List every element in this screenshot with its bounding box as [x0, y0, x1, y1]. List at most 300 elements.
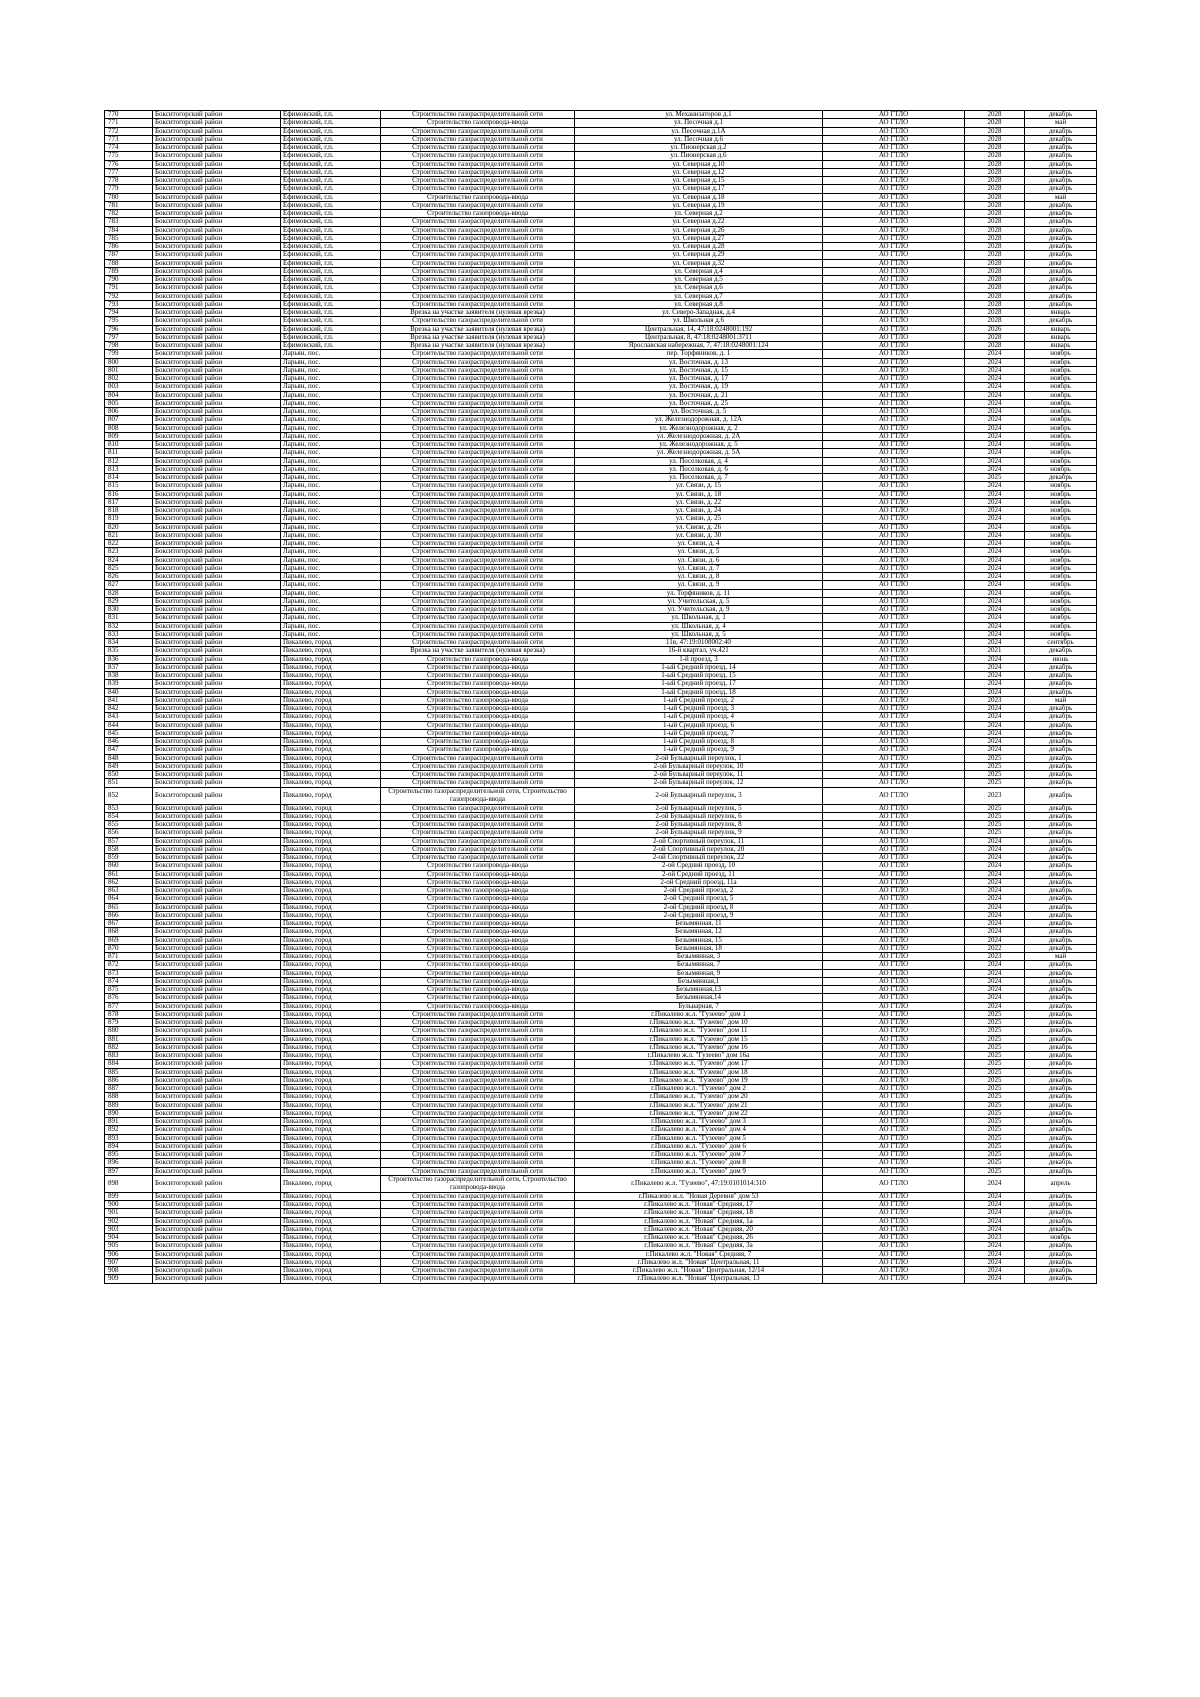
- year-cell: 2025: [965, 474, 1025, 482]
- district-cell: Бокситогорский район: [153, 1002, 281, 1010]
- month-cell: декабрь: [1025, 1035, 1097, 1043]
- work-type-cell: Строительство газопровода-ввода: [381, 969, 575, 977]
- table-row: [105, 564, 1097, 572]
- year-cell: 2025: [965, 1052, 1025, 1060]
- table-row: [105, 441, 1097, 449]
- settlement-cell: Пикалево, город: [281, 977, 381, 985]
- year-cell: 2028: [965, 317, 1025, 325]
- table-row: [105, 1225, 1097, 1233]
- year-cell: 2028: [965, 234, 1025, 242]
- district-cell: Бокситогорский район: [153, 218, 281, 226]
- settlement-cell: Пикалево, город: [281, 1175, 381, 1192]
- settlement-cell: Пикалево, город: [281, 1225, 381, 1233]
- settlement-cell: Пикалево, город: [281, 1217, 381, 1225]
- settlement-cell: Ефимовский, г.п.: [281, 251, 381, 259]
- district-cell: Бокситогорский район: [153, 1118, 281, 1126]
- address-cell: г.Пикалево ж.л. "Гузеево" дом 16а: [575, 1052, 823, 1060]
- address-cell: 2-ой Бульварный переулок, 10: [575, 762, 823, 770]
- settlement-cell: Ефимовский, г.п.: [281, 226, 381, 234]
- district-cell: Бокситогорский район: [153, 474, 281, 482]
- row-number-cell: 904: [105, 1234, 153, 1242]
- organization-cell: АО ГТЛО: [823, 556, 965, 564]
- organization-cell: АО ГТЛО: [823, 1101, 965, 1109]
- address-cell: ул. Связи, д. 7: [575, 564, 823, 572]
- month-cell: декабрь: [1025, 862, 1097, 870]
- row-number-cell: 894: [105, 1142, 153, 1150]
- address-cell: 2-ой Спортивный переулок, 20: [575, 845, 823, 853]
- month-cell: ноябрь: [1025, 540, 1097, 548]
- row-number-cell: 858: [105, 845, 153, 853]
- organization-cell: АО ГТЛО: [823, 1060, 965, 1068]
- month-cell: декабрь: [1025, 243, 1097, 251]
- settlement-cell: Пикалево, город: [281, 738, 381, 746]
- month-cell: декабрь: [1025, 895, 1097, 903]
- settlement-cell: Ларьян, пос.: [281, 482, 381, 490]
- row-number-cell: 830: [105, 606, 153, 614]
- month-cell: декабрь: [1025, 152, 1097, 160]
- row-number-cell: 861: [105, 870, 153, 878]
- address-cell: ул. Песочная д.6: [575, 135, 823, 143]
- work-type-cell: Строительство газораспределительной сети: [381, 1209, 575, 1217]
- row-number-cell: 779: [105, 185, 153, 193]
- organization-cell: АО ГТЛО: [823, 482, 965, 490]
- organization-cell: АО ГТЛО: [823, 507, 965, 515]
- settlement-cell: Пикалево, город: [281, 994, 381, 1002]
- settlement-cell: Ларьян, пос.: [281, 424, 381, 432]
- district-cell: Бокситогорский район: [153, 226, 281, 234]
- organization-cell: АО ГТЛО: [823, 1192, 965, 1200]
- month-cell: декабрь: [1025, 672, 1097, 680]
- table-row: [105, 1250, 1097, 1258]
- district-cell: Бокситогорский район: [153, 309, 281, 317]
- row-number-cell: 905: [105, 1242, 153, 1250]
- month-cell: декабрь: [1025, 1101, 1097, 1109]
- district-cell: Бокситогорский район: [153, 1068, 281, 1076]
- address-cell: 2-ой Средний проезд, 10: [575, 862, 823, 870]
- month-cell: ноябрь: [1025, 548, 1097, 556]
- address-cell: ул. Пионерская д.2: [575, 144, 823, 152]
- organization-cell: АО ГТЛО: [823, 911, 965, 919]
- year-cell: 2028: [965, 243, 1025, 251]
- table-row: [105, 829, 1097, 837]
- row-number-cell: 820: [105, 523, 153, 531]
- district-cell: Бокситогорский район: [153, 259, 281, 267]
- table-row: [105, 243, 1097, 251]
- organization-cell: АО ГТЛО: [823, 259, 965, 267]
- row-number-cell: 877: [105, 1002, 153, 1010]
- address-cell: ул. Северная д.8: [575, 300, 823, 308]
- work-type-cell: Строительство газопровода-ввода: [381, 887, 575, 895]
- settlement-cell: Пикалево, город: [281, 639, 381, 647]
- year-cell: 2028: [965, 168, 1025, 176]
- month-cell: декабрь: [1025, 1142, 1097, 1150]
- work-type-cell: Строительство газораспределительной сети: [381, 1060, 575, 1068]
- year-cell: 2028: [965, 284, 1025, 292]
- settlement-cell: Пикалево, город: [281, 961, 381, 969]
- address-cell: г.Пикалево ж.л. "Гузеево" дом 20: [575, 1093, 823, 1101]
- organization-cell: АО ГТЛО: [823, 441, 965, 449]
- work-type-cell: Строительство газопровода-ввода: [381, 953, 575, 961]
- table-row: [105, 325, 1097, 333]
- organization-cell: АО ГТЛО: [823, 548, 965, 556]
- district-cell: Бокситогорский район: [153, 672, 281, 680]
- month-cell: декабрь: [1025, 1126, 1097, 1134]
- month-cell: ноябрь: [1025, 465, 1097, 473]
- row-number-cell: 783: [105, 218, 153, 226]
- work-type-cell: Строительство газораспределительной сети: [381, 284, 575, 292]
- address-cell: г.Пикалево ж.л. "Новая" Средняя, 7: [575, 1250, 823, 1258]
- month-cell: декабрь: [1025, 647, 1097, 655]
- year-cell: 2028: [965, 226, 1025, 234]
- district-cell: Бокситогорский район: [153, 589, 281, 597]
- table-row: [105, 713, 1097, 721]
- table-row: [105, 144, 1097, 152]
- year-cell: 2024: [965, 556, 1025, 564]
- organization-cell: АО ГТЛО: [823, 168, 965, 176]
- table-row: [105, 1267, 1097, 1275]
- row-number-cell: 791: [105, 284, 153, 292]
- year-cell: 2028: [965, 144, 1025, 152]
- row-number-cell: 846: [105, 738, 153, 746]
- settlement-cell: Пикалево, город: [281, 936, 381, 944]
- address-cell: 1-ый Средний проезд, 7: [575, 729, 823, 737]
- table-row: [105, 432, 1097, 440]
- work-type-cell: Строительство газораспределительной сети: [381, 482, 575, 490]
- work-type-cell: Строительство газопровода-ввода: [381, 705, 575, 713]
- address-cell: ул. Железнодорожная, д. 5: [575, 441, 823, 449]
- month-cell: ноябрь: [1025, 523, 1097, 531]
- month-cell: декабрь: [1025, 474, 1097, 482]
- district-cell: Бокситогорский район: [153, 1275, 281, 1283]
- work-type-cell: Строительство газопровода-ввода: [381, 680, 575, 688]
- settlement-cell: Ларьян, пос.: [281, 548, 381, 556]
- work-type-cell: Строительство газопровода-ввода: [381, 738, 575, 746]
- address-cell: 2-ой Бульварный переулок, 3: [575, 787, 823, 804]
- address-cell: г.Пикалево ж.л. "Гузеево" дом 6: [575, 1142, 823, 1150]
- address-cell: г.Пикалево ж.л. "Гузеево" дом 11: [575, 1027, 823, 1035]
- address-cell: 2-ой Бульварный переулок, 6: [575, 812, 823, 820]
- settlement-cell: Ларьян, пос.: [281, 358, 381, 366]
- organization-cell: АО ГТЛО: [823, 821, 965, 829]
- work-type-cell: Строительство газораспределительной сети: [381, 1167, 575, 1175]
- table-row: [105, 1076, 1097, 1084]
- work-type-cell: Строительство газораспределительной сети, Строительство газопровода-ввода: [381, 1175, 575, 1192]
- table-row: [105, 1043, 1097, 1051]
- month-cell: декабрь: [1025, 920, 1097, 928]
- month-cell: декабрь: [1025, 854, 1097, 862]
- settlement-cell: Ефимовский, г.п.: [281, 111, 381, 119]
- row-number-cell: 822: [105, 540, 153, 548]
- work-type-cell: Строительство газораспределительной сети: [381, 424, 575, 432]
- address-cell: ул. Школьная д.6: [575, 317, 823, 325]
- district-cell: Бокситогорский район: [153, 903, 281, 911]
- address-cell: Бульварная, 7: [575, 1002, 823, 1010]
- year-cell: 2024: [965, 441, 1025, 449]
- table-row: [105, 1175, 1097, 1192]
- organization-cell: АО ГТЛО: [823, 622, 965, 630]
- settlement-cell: Ларьян, пос.: [281, 581, 381, 589]
- address-cell: г.Пикалево ж.л. "Гузеево" дом 16: [575, 1043, 823, 1051]
- work-type-cell: Строительство газораспределительной сети: [381, 1217, 575, 1225]
- address-cell: ул. Связи, д. 6: [575, 556, 823, 564]
- address-cell: ул. Школьная, д. 1: [575, 614, 823, 622]
- month-cell: декабрь: [1025, 1209, 1097, 1217]
- table-row: [105, 119, 1097, 127]
- district-cell: Бокситогорский район: [153, 771, 281, 779]
- work-type-cell: Строительство газораспределительной сети: [381, 168, 575, 176]
- settlement-cell: Пикалево, город: [281, 1151, 381, 1159]
- row-number-cell: 874: [105, 977, 153, 985]
- work-type-cell: Врезка на участке заявителя (нулевая врезка): [381, 342, 575, 350]
- row-number-cell: 782: [105, 210, 153, 218]
- work-type-cell: Строительство газораспределительной сети: [381, 243, 575, 251]
- year-cell: 2025: [965, 1068, 1025, 1076]
- table-row: [105, 1151, 1097, 1159]
- district-cell: Бокситогорский район: [153, 1242, 281, 1250]
- month-cell: декабрь: [1025, 1052, 1097, 1060]
- year-cell: 2024: [965, 614, 1025, 622]
- district-cell: Бокситогорский район: [153, 1109, 281, 1117]
- table-row: [105, 218, 1097, 226]
- table-row: [105, 383, 1097, 391]
- district-cell: Бокситогорский район: [153, 614, 281, 622]
- settlement-cell: Ефимовский, г.п.: [281, 185, 381, 193]
- year-cell: 2024: [965, 1192, 1025, 1200]
- organization-cell: АО ГТЛО: [823, 672, 965, 680]
- work-type-cell: Строительство газораспределительной сети: [381, 639, 575, 647]
- year-cell: 2028: [965, 309, 1025, 317]
- district-cell: Бокситогорский район: [153, 854, 281, 862]
- month-cell: декабрь: [1025, 1019, 1097, 1027]
- district-cell: Бокситогорский район: [153, 911, 281, 919]
- district-cell: Бокситогорский район: [153, 986, 281, 994]
- settlement-cell: Ефимовский, г.п.: [281, 259, 381, 267]
- organization-cell: АО ГТЛО: [823, 936, 965, 944]
- row-number-cell: 880: [105, 1027, 153, 1035]
- work-type-cell: Строительство газопровода-ввода: [381, 193, 575, 201]
- year-cell: 2028: [965, 160, 1025, 168]
- organization-cell: АО ГТЛО: [823, 663, 965, 671]
- work-type-cell: Строительство газораспределительной сети: [381, 177, 575, 185]
- settlement-cell: Пикалево, город: [281, 911, 381, 919]
- settlement-cell: Ефимовский, г.п.: [281, 267, 381, 275]
- work-type-cell: Строительство газораспределительной сети: [381, 1201, 575, 1209]
- year-cell: 2023: [965, 696, 1025, 704]
- table-row: [105, 210, 1097, 218]
- settlement-cell: Пикалево, город: [281, 680, 381, 688]
- organization-cell: АО ГТЛО: [823, 738, 965, 746]
- settlement-cell: Пикалево, город: [281, 1027, 381, 1035]
- address-cell: ул. Учительская, д. 5: [575, 597, 823, 605]
- organization-cell: АО ГТЛО: [823, 515, 965, 523]
- month-cell: май: [1025, 696, 1097, 704]
- row-number-cell: 771: [105, 119, 153, 127]
- address-cell: ул. Северная д.15: [575, 177, 823, 185]
- district-cell: Бокситогорский район: [153, 705, 281, 713]
- district-cell: Бокситогорский район: [153, 556, 281, 564]
- organization-cell: АО ГТЛО: [823, 1250, 965, 1258]
- settlement-cell: Пикалево, город: [281, 862, 381, 870]
- year-cell: 2025: [965, 754, 1025, 762]
- work-type-cell: Строительство газораспределительной сети: [381, 399, 575, 407]
- settlement-cell: Пикалево, город: [281, 688, 381, 696]
- address-cell: 1-ый Средний проезд, 8: [575, 738, 823, 746]
- settlement-cell: Пикалево, город: [281, 837, 381, 845]
- address-cell: 11в, 47:19:0108002:40: [575, 639, 823, 647]
- organization-cell: АО ГТЛО: [823, 1035, 965, 1043]
- month-cell: ноябрь: [1025, 498, 1097, 506]
- settlement-cell: Ефимовский, г.п.: [281, 119, 381, 127]
- district-cell: Бокситогорский район: [153, 441, 281, 449]
- year-cell: 2024: [965, 540, 1025, 548]
- settlement-cell: Пикалево, город: [281, 1010, 381, 1018]
- address-cell: ул. Поселковая, д. 6: [575, 465, 823, 473]
- settlement-cell: Пикалево, город: [281, 655, 381, 663]
- month-cell: декабрь: [1025, 1076, 1097, 1084]
- month-cell: ноябрь: [1025, 490, 1097, 498]
- settlement-cell: Пикалево, город: [281, 1234, 381, 1242]
- year-cell: 2024: [965, 713, 1025, 721]
- work-type-cell: Строительство газопровода-ввода: [381, 895, 575, 903]
- work-type-cell: Строительство газораспределительной сети: [381, 779, 575, 787]
- organization-cell: АО ГТЛО: [823, 895, 965, 903]
- district-cell: Бокситогорский район: [153, 779, 281, 787]
- month-cell: декабрь: [1025, 251, 1097, 259]
- table-row: [105, 969, 1097, 977]
- row-number-cell: 837: [105, 663, 153, 671]
- settlement-cell: Ларьян, пос.: [281, 573, 381, 581]
- row-number-cell: 906: [105, 1250, 153, 1258]
- address-cell: ул. Северо-Западная, д.4: [575, 309, 823, 317]
- year-cell: 2025: [965, 1142, 1025, 1150]
- row-number-cell: 775: [105, 152, 153, 160]
- district-cell: Бокситогорский район: [153, 870, 281, 878]
- district-cell: Бокситогорский район: [153, 787, 281, 804]
- settlement-cell: Пикалево, город: [281, 804, 381, 812]
- table-row: [105, 1159, 1097, 1167]
- address-cell: ул. Связи, д. 25: [575, 515, 823, 523]
- district-cell: Бокситогорский район: [153, 1250, 281, 1258]
- row-number-cell: 850: [105, 771, 153, 779]
- month-cell: ноябрь: [1025, 383, 1097, 391]
- organization-cell: АО ГТЛО: [823, 1134, 965, 1142]
- organization-cell: АО ГТЛО: [823, 408, 965, 416]
- settlement-cell: Пикалево, город: [281, 1126, 381, 1134]
- row-number-cell: 784: [105, 226, 153, 234]
- organization-cell: АО ГТЛО: [823, 226, 965, 234]
- row-number-cell: 821: [105, 531, 153, 539]
- work-type-cell: Строительство газопровода-ввода: [381, 944, 575, 952]
- work-type-cell: Строительство газораспределительной сети: [381, 449, 575, 457]
- district-cell: Бокситогорский район: [153, 1134, 281, 1142]
- table-row: [105, 837, 1097, 845]
- table-row: [105, 845, 1097, 853]
- row-number-cell: 816: [105, 490, 153, 498]
- year-cell: 2025: [965, 1035, 1025, 1043]
- address-cell: г.Пикалево ж.л. "Гузеево" дом 7: [575, 1151, 823, 1159]
- settlement-cell: Ларьян, пос.: [281, 507, 381, 515]
- district-cell: Бокситогорский район: [153, 424, 281, 432]
- work-type-cell: Строительство газораспределительной сети: [381, 829, 575, 837]
- month-cell: ноябрь: [1025, 515, 1097, 523]
- district-cell: Бокситогорский район: [153, 696, 281, 704]
- district-cell: Бокситогорский район: [153, 408, 281, 416]
- settlement-cell: Пикалево, город: [281, 1060, 381, 1068]
- month-cell: декабрь: [1025, 870, 1097, 878]
- year-cell: 2024: [965, 350, 1025, 358]
- district-cell: Бокситогорский район: [153, 1043, 281, 1051]
- district-cell: Бокситогорский район: [153, 829, 281, 837]
- year-cell: 2025: [965, 1101, 1025, 1109]
- work-type-cell: Строительство газораспределительной сети: [381, 490, 575, 498]
- address-cell: ул. Северная д.19: [575, 201, 823, 209]
- month-cell: ноябрь: [1025, 581, 1097, 589]
- row-number-cell: 847: [105, 746, 153, 754]
- month-cell: ноябрь: [1025, 391, 1097, 399]
- district-cell: Бокситогорский район: [153, 399, 281, 407]
- organization-cell: АО ГТЛО: [823, 375, 965, 383]
- month-cell: декабрь: [1025, 1010, 1097, 1018]
- address-cell: 2-ой Средний проезд, 11: [575, 870, 823, 878]
- table-row: [105, 375, 1097, 383]
- district-cell: Бокситогорский район: [153, 490, 281, 498]
- organization-cell: АО ГТЛО: [823, 1118, 965, 1126]
- work-type-cell: Строительство газораспределительной сети: [381, 556, 575, 564]
- table-row: [105, 779, 1097, 787]
- row-number-cell: 907: [105, 1258, 153, 1266]
- row-number-cell: 813: [105, 465, 153, 473]
- work-type-cell: Строительство газораспределительной сети: [381, 383, 575, 391]
- year-cell: 2024: [965, 1258, 1025, 1266]
- settlement-cell: Ларьян, пос.: [281, 350, 381, 358]
- organization-cell: АО ГТЛО: [823, 977, 965, 985]
- month-cell: декабрь: [1025, 1043, 1097, 1051]
- row-number-cell: 883: [105, 1052, 153, 1060]
- year-cell: 2024: [965, 911, 1025, 919]
- settlement-cell: Ефимовский, г.п.: [281, 144, 381, 152]
- year-cell: 2026: [965, 325, 1025, 333]
- work-type-cell: Строительство газораспределительной сети: [381, 597, 575, 605]
- row-number-cell: 896: [105, 1159, 153, 1167]
- month-cell: декабрь: [1025, 887, 1097, 895]
- table-row: [105, 961, 1097, 969]
- district-cell: Бокситогорский район: [153, 243, 281, 251]
- address-cell: г.Пикалево ж.л. "Новая" Средняя, 20: [575, 1225, 823, 1233]
- address-cell: ул. Связи, д. 8: [575, 573, 823, 581]
- table-row: [105, 1118, 1097, 1126]
- organization-cell: АО ГТЛО: [823, 498, 965, 506]
- organization-cell: АО ГТЛО: [823, 1234, 965, 1242]
- table-row: [105, 540, 1097, 548]
- row-number-cell: 840: [105, 688, 153, 696]
- month-cell: декабрь: [1025, 721, 1097, 729]
- district-cell: Бокситогорский район: [153, 432, 281, 440]
- address-cell: 2-ой Средний проезд, 9: [575, 911, 823, 919]
- row-number-cell: 866: [105, 911, 153, 919]
- district-cell: Бокситогорский район: [153, 622, 281, 630]
- work-type-cell: Строительство газораспределительной сети: [381, 474, 575, 482]
- gasification-schedule-table: [104, 110, 1097, 1284]
- year-cell: 2024: [965, 1175, 1025, 1192]
- district-cell: Бокситогорский район: [153, 391, 281, 399]
- year-cell: 2024: [965, 878, 1025, 886]
- address-cell: 2-ой Средний проезд, 2: [575, 887, 823, 895]
- year-cell: 2028: [965, 251, 1025, 259]
- district-cell: Бокситогорский район: [153, 482, 281, 490]
- work-type-cell: Строительство газораспределительной сети: [381, 531, 575, 539]
- district-cell: Бокситогорский район: [153, 655, 281, 663]
- work-type-cell: Строительство газопровода-ввода: [381, 862, 575, 870]
